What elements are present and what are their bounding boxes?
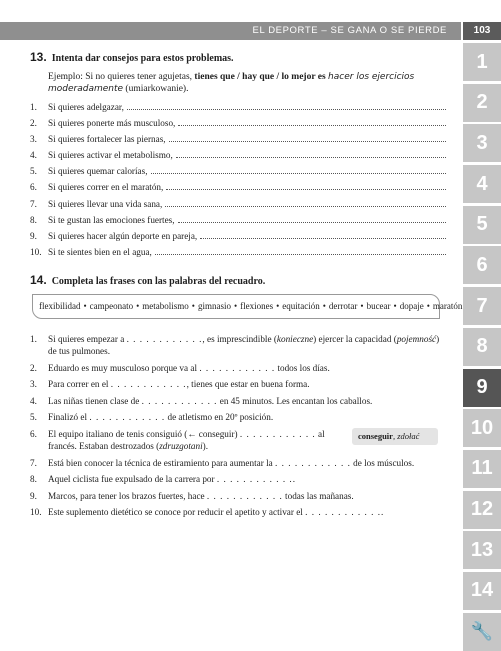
bullet-separator: • <box>136 300 140 311</box>
word-option: metabolismo <box>142 300 189 311</box>
item-prompt: Si te sientes bien en el agua, <box>48 246 152 257</box>
exercise-item <box>30 181 448 194</box>
word-box <box>32 294 463 319</box>
exercise-number: 14. <box>30 272 47 287</box>
example-translation: (umiarkowanie). <box>125 84 189 94</box>
bullet-separator: • <box>233 300 238 311</box>
item-number: 10. <box>30 507 42 518</box>
chapter-tab-2[interactable]: 2 <box>463 84 501 122</box>
exercise-item <box>30 198 448 211</box>
item-number: 9. <box>30 230 37 241</box>
exercise-item <box>30 101 448 114</box>
sentence-part: ) ejercer la capacidad ( <box>313 333 397 344</box>
sentence-part: de los músculos. <box>350 457 415 468</box>
item-sentence <box>48 333 448 358</box>
sentence-part: Finalizó el <box>48 412 90 423</box>
word-option: dopaje <box>399 300 424 311</box>
answer-blank: . . . . . . . . . . . . <box>216 474 293 485</box>
exercise-14-heading <box>30 273 448 287</box>
answer-line <box>127 109 446 110</box>
exercise-title: Intenta dar consejos para estos problemas. <box>51 53 234 64</box>
item-number: 4. <box>30 395 37 406</box>
exercise-item <box>30 428 448 453</box>
item-number: 6. <box>30 182 37 193</box>
exercise-item <box>30 395 448 408</box>
exercise-item <box>30 333 448 358</box>
item-sentence <box>48 428 348 453</box>
chapter-tab-1[interactable]: 1 <box>463 43 501 81</box>
answer-blank: . . . . . . . . . . . . <box>305 507 381 518</box>
exercise-item <box>30 378 448 391</box>
item-prompt: Si quieres quemar calorías, <box>48 166 148 177</box>
exercise-item <box>30 490 448 503</box>
sentence-part: , tienes que estar en buena forma. <box>186 379 310 390</box>
exercise-title: Completa las frases con las palabras del recuadro. <box>51 275 266 287</box>
sentence-part: Eduardo es muy musculoso porque va al <box>48 362 200 373</box>
sentence-part: ). <box>202 441 208 452</box>
answer-blank: . . . . . . . . . . . . <box>239 428 316 439</box>
word-option: flexibilidad <box>39 300 81 311</box>
glossary-translation: , zdołać <box>392 430 420 441</box>
sentence-part: todas las mañanas. <box>282 490 354 501</box>
item-prompt: Si quieres adelgazar, <box>48 102 124 112</box>
sentence-part: al francés. Estaban destrozados ( <box>48 428 325 452</box>
chapter-tab-6[interactable]: 6 <box>463 246 501 284</box>
exercise-item <box>30 362 448 375</box>
word-option: bucear <box>366 300 391 311</box>
example-prefix: Ejemplo: Si no quieres tener agujetas, <box>48 72 193 82</box>
exercise-14-items <box>30 333 448 519</box>
item-number: 1. <box>30 102 37 112</box>
item-prompt: Si quieres correr en el maratón, <box>48 182 164 193</box>
sentence-part: . <box>292 474 295 485</box>
chapter-tab-9[interactable]: 9 <box>463 369 501 407</box>
item-sentence <box>48 362 448 375</box>
item-number: 7. <box>30 198 37 209</box>
example-structures: tienes que / hay que / lo mejor es <box>194 72 326 82</box>
answer-line <box>155 254 446 255</box>
item-number: 2. <box>30 118 37 129</box>
bullet-separator: • <box>83 300 87 311</box>
bullet-separator: • <box>426 300 430 311</box>
answer-blank: . . . . . . . . . . . . <box>199 362 276 373</box>
bullet-separator: • <box>191 300 195 311</box>
bullet-separator: • <box>322 300 326 311</box>
word-option: equitación <box>282 300 320 311</box>
sentence-part: Si quieres empezar a <box>48 333 127 344</box>
bullet-separator: • <box>276 300 280 311</box>
example-sentence <box>48 71 448 95</box>
page-number: 103 <box>463 22 501 40</box>
answer-blank: . . . . . . . . . . . . <box>126 333 203 344</box>
answer-blank: . . . . . . . . . . . . <box>141 395 218 406</box>
translation: zdruzgotani <box>159 441 203 452</box>
answer-blank: . . . . . . . . . . . . <box>275 457 351 468</box>
chapter-tab-12[interactable]: 12 <box>463 491 501 529</box>
item-number: 4. <box>30 150 37 161</box>
item-prompt: Si quieres llevar una vida sana, <box>48 198 163 209</box>
chapter-tab-4[interactable]: 4 <box>463 165 501 203</box>
chapter-tab-10[interactable]: 10 <box>463 409 501 447</box>
sentence-part: todos los días. <box>275 362 330 373</box>
header-bar <box>0 22 461 40</box>
word-option: maratón <box>432 300 463 311</box>
answer-line <box>200 238 446 239</box>
sentence-part: Está bien conocer la técnica de estiramiento para aumentar la <box>48 457 276 468</box>
sentence-part: en 45 minutos. Les encantan los caballos. <box>217 395 373 406</box>
word-option: campeonato <box>89 300 134 311</box>
exercise-item <box>30 149 448 162</box>
sentence-part: , es imprescindible ( <box>202 333 277 344</box>
exercise-item <box>30 246 448 259</box>
item-number: 5. <box>30 166 37 177</box>
item-number: 8. <box>30 474 37 485</box>
chapter-tab-5[interactable]: 5 <box>463 206 501 244</box>
sentence-part: . <box>380 507 384 518</box>
answer-line <box>169 141 446 142</box>
wrench-icon[interactable]: 🔧 <box>463 613 501 651</box>
item-prompt: Si quieres ponerte más musculoso, <box>48 118 176 129</box>
exercise-number: 13. <box>30 50 47 64</box>
item-prompt: Si quieres activar el metabolismo, <box>48 150 173 161</box>
answer-line <box>166 189 446 190</box>
item-sentence <box>48 506 448 519</box>
item-prompt: Si te gustan las emociones fuertes, <box>48 214 175 225</box>
sentence-part: Este suplemento dietético se conoce por reducir el apetito y activar el <box>48 507 306 518</box>
sentence-part: Marcos, para tener los brazos fuertes, hace <box>48 490 207 501</box>
chapter-tab-14[interactable]: 14 <box>463 572 501 610</box>
exercise-item <box>30 165 448 178</box>
translation: pojemność <box>396 333 437 344</box>
item-sentence <box>48 490 448 503</box>
item-number: 7. <box>30 457 37 468</box>
exercise-item <box>30 133 448 146</box>
exercise-item <box>30 117 448 130</box>
bullet-separator: • <box>360 300 364 311</box>
item-number: 10. <box>30 246 42 257</box>
item-prompt: Si quieres hacer algún deporte en pareja, <box>48 230 198 241</box>
sentence-part: ) de tus pulmones. <box>48 333 440 357</box>
chapter-tab-8[interactable]: 8 <box>463 328 501 366</box>
item-number: 3. <box>30 134 37 145</box>
sentence-part: Las niñas tienen clase de <box>48 395 142 406</box>
word-option: flexiones <box>240 300 274 311</box>
chapter-tab-3[interactable]: 3 <box>463 124 501 162</box>
answer-line <box>176 157 446 158</box>
item-sentence <box>48 395 448 408</box>
sentence-part: El equipo italiano de tenis consiguió (← conseguir) <box>48 428 240 439</box>
exercise-item <box>30 411 448 424</box>
item-number: 6. <box>30 428 37 439</box>
glossary-term: conseguir <box>358 430 393 441</box>
item-prompt: Si quieres fortalecer las piernas, <box>48 134 166 145</box>
word-option: gimnasio <box>197 300 231 311</box>
translation: konieczne <box>276 333 314 344</box>
exercise-item <box>30 473 448 486</box>
chapter-tabs <box>463 43 501 640</box>
item-number: 3. <box>30 379 37 390</box>
item-sentence <box>48 378 448 391</box>
bullet-separator: • <box>393 300 397 311</box>
answer-line <box>178 125 446 126</box>
answer-blank: . . . . . . . . . . . . <box>89 412 166 423</box>
exercise-item <box>30 214 448 227</box>
answer-line <box>178 222 446 223</box>
sentence-part: Para correr en el <box>48 379 111 390</box>
exercise-13-heading <box>30 50 448 64</box>
glossary-note <box>352 428 438 445</box>
chapter-tab-7[interactable]: 7 <box>463 287 501 325</box>
item-number: 1. <box>30 333 37 344</box>
exercise-14 <box>30 272 463 519</box>
exercise-item <box>30 230 448 243</box>
answer-line <box>165 206 446 207</box>
item-number: 9. <box>30 490 37 501</box>
exercise-item <box>30 506 448 519</box>
chapter-title: EL DEPORTE – SE GANA O SE PIERDE <box>252 25 447 36</box>
chapter-tab-11[interactable]: 11 <box>463 450 501 488</box>
exercise-item <box>30 457 448 470</box>
exercise-13-items <box>30 101 448 259</box>
answer-blank: . . . . . . . . . . . . <box>206 490 283 501</box>
word-option: derrotar <box>328 300 358 311</box>
sentence-part: Aquel ciclista fue expulsado de la carrera por <box>48 474 217 485</box>
page-content <box>30 50 463 523</box>
answer-blank: . . . . . . . . . . . . <box>110 379 187 390</box>
item-sentence <box>48 473 448 486</box>
item-number: 2. <box>30 362 37 373</box>
item-sentence <box>48 411 448 424</box>
sentence-part: de atletismo en 20º posición. <box>165 412 274 423</box>
chapter-tab-13[interactable]: 13 <box>463 531 501 569</box>
item-number: 8. <box>30 214 37 225</box>
item-number: 5. <box>30 412 37 423</box>
item-sentence <box>48 457 448 470</box>
example-answer: hacer los ejercicios moderadamente <box>48 72 415 94</box>
answer-line <box>151 173 447 174</box>
